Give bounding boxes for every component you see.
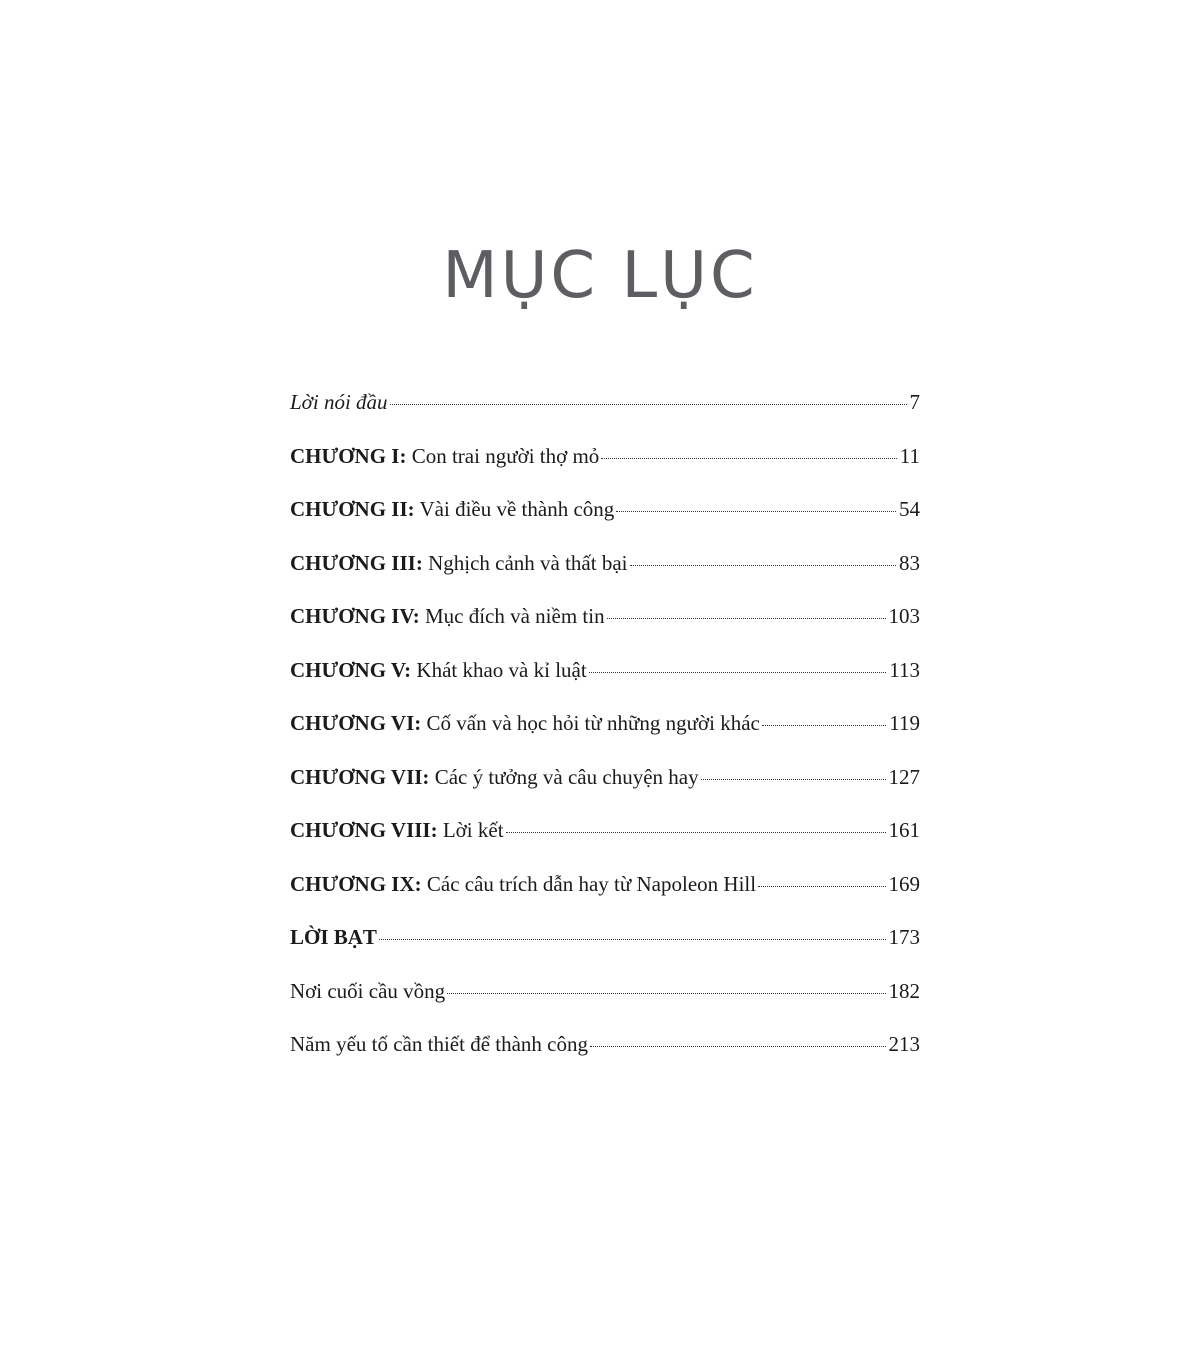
dot-leader	[701, 779, 886, 780]
toc-page-number: 11	[899, 443, 920, 468]
toc-page-number: 161	[888, 818, 920, 842]
toc-entry-label: CHƯƠNG VI: Cố vấn và học hỏi từ những người khác	[290, 711, 760, 735]
dot-leader	[616, 511, 896, 512]
toc-entry-label: CHƯƠNG VIII: Lời kết	[290, 818, 504, 842]
dot-leader	[589, 672, 887, 673]
toc-entry-label: LỜI BẠT	[290, 925, 377, 949]
toc-page-number: 83	[899, 550, 920, 575]
toc-entry-chapter-7	[290, 765, 920, 819]
toc-entry-chapter-4	[290, 604, 920, 658]
toc-entry-chapter-5	[290, 658, 920, 712]
toc-entry-rainbow	[290, 979, 920, 1033]
dot-leader	[447, 993, 885, 994]
toc-entry-chapter-9	[290, 872, 920, 926]
toc-entry-label: CHƯƠNG I: Con trai người thợ mỏ	[290, 443, 600, 468]
toc-entry-chapter-2	[290, 497, 920, 551]
dot-leader	[590, 1046, 886, 1047]
dot-leader	[379, 939, 886, 940]
toc-entry-label: CHƯƠNG IX: Các câu trích dẫn hay từ Napoleon Hill	[290, 871, 757, 896]
dot-leader	[607, 618, 886, 619]
toc-entry-chapter-6	[290, 711, 920, 765]
page-title: MỤC LỤC	[442, 239, 758, 313]
toc-entry-chapter-3	[290, 551, 920, 605]
toc-page-number: 213	[888, 1032, 920, 1056]
toc-entry-five-elements	[290, 1032, 920, 1086]
toc-page-number: 182	[888, 978, 920, 1003]
toc-page-number: 103	[888, 604, 920, 628]
toc-entry-label: CHƯƠNG VII: Các ý tưởng và câu chuyện hay	[290, 764, 699, 789]
toc-page-number: 113	[889, 657, 920, 682]
toc-page-number: 7	[909, 390, 920, 414]
dot-leader	[390, 404, 907, 405]
dot-leader	[762, 725, 886, 726]
toc-entry-label: CHƯƠNG III: Nghịch cảnh và thất bại	[290, 550, 628, 575]
dot-leader	[506, 832, 886, 833]
toc-entry-label: CHƯƠNG IV: Mục đích và niềm tin	[290, 604, 605, 628]
toc-page-number: 169	[888, 871, 920, 896]
dot-leader	[758, 886, 885, 887]
toc-entry-afterword	[290, 925, 920, 979]
toc-page-number: 119	[889, 711, 920, 735]
dot-leader	[601, 458, 896, 459]
toc-page-number: 127	[888, 764, 920, 789]
toc-entry-preface	[290, 390, 920, 444]
toc-entry-label: Năm yếu tố cần thiết để thành công	[290, 1032, 588, 1056]
toc-entry-label: CHƯƠNG II: Vài điều về thành công	[290, 497, 615, 521]
toc-page-number: 54	[899, 497, 920, 521]
dot-leader	[630, 565, 897, 566]
toc-entry-chapter-1	[290, 444, 920, 498]
toc-page-number: 173	[888, 925, 920, 949]
toc-entry-label: Lời nói đầu	[290, 390, 388, 414]
table-of-contents	[290, 390, 920, 1086]
toc-entry-chapter-8	[290, 818, 920, 872]
toc-entry-label: Nơi cuối cầu vồng	[290, 978, 446, 1003]
toc-entry-label: CHƯƠNG V: Khát khao và kỉ luật	[290, 657, 587, 682]
